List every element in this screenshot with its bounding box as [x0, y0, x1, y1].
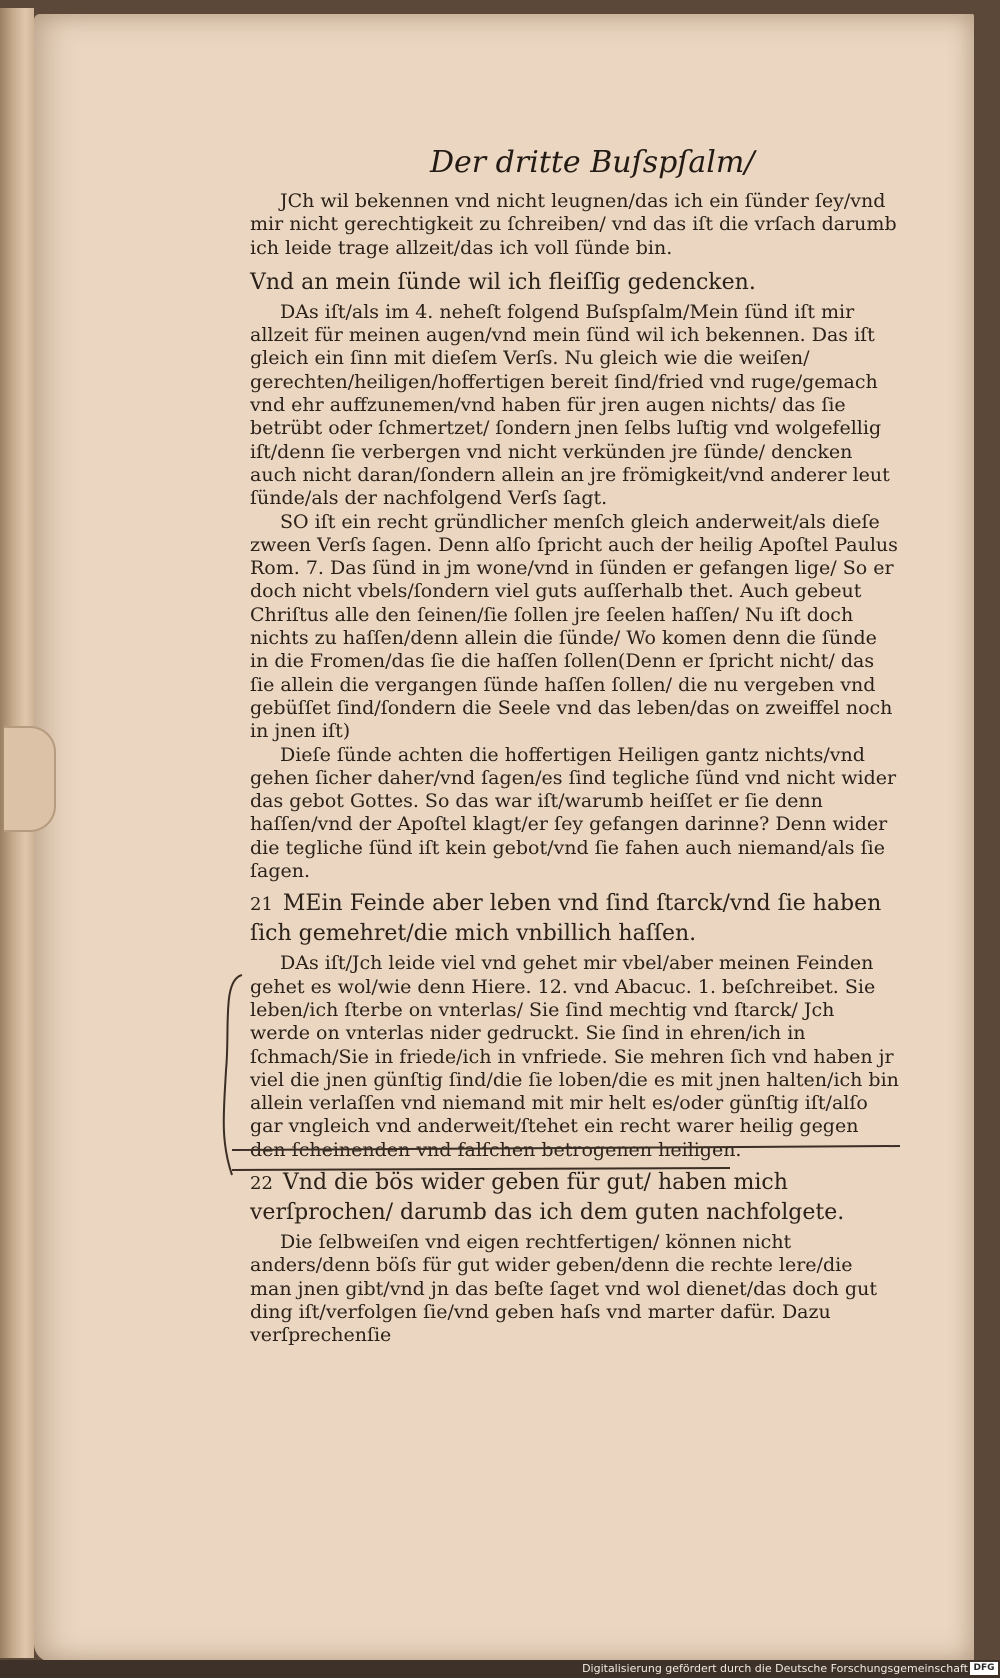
dfg-logo: DFG	[970, 1662, 998, 1675]
verse-text: Vnd die bös wider geben für gut/ haben mich verſprochen/ darumb das ich dem guten nachfolgete.	[250, 1169, 845, 1225]
footer-bar	[0, 1660, 1000, 1678]
paragraph-7: DAs iſt/Jch leide viel vnd gehet mir vbel/aber meinen Feinden gehet es wol/wie denn Hiere. 12. vnd Abacuc. 1. beſchreibet. Sie leben/ich ſterbe on vnterlas/ Sie ſind mechtig vnd ſtarck/ Jch werde on vnterlas nider gedruckt. Sie ſind in ehren/ich in ſchmach/Sie in friede/ich in vnfriede. Sie mehren ſich vnd haben jr viel die jnen günſtig ſind/die ſie loben/die es mit jnen halten/ich bin allein verlaſſen vnd niemand mit mir helt es/oder günſtig iſt/alſo gar vngleich vnd anderweit/ſtehet ein recht warer heilig gegen den ſcheinenden vnd falſchen betrogenen heiligen.	[250, 952, 899, 1161]
footer-text: Digitalisierung gefördert durch die Deutsche Forschungsgemeinschaft	[582, 1662, 968, 1675]
page-clip	[4, 726, 56, 832]
paragraph-3: DAs iſt/als im 4. neheſt folgend Buſspſalm/Mein ſünd iſt mir allzeit für meinen augen/vnd mein ſünd wil ich bekennen. Das iſt gleich ein ſinn mit dieſem Verſs. Nu gleich wie die weiſen/ gerechten/heiligen/hoffertigen bereit ſind/fried vnd ruge/gemach vnd ehr auffzunemen/vnd haben für jren augen nichts/ das ſie betrübt oder ſchmertzet/ ſondern jnen ſelbs luſtig vnd wolgefellig iſt/denn ſie verbergen vnd nicht verkünden jre ſünde/ dencken auch nicht daran/ſondern allein an jre frömigkeit/vnd anderer leut ſünde/als der nachfolgend Verſs ſagt.	[250, 300, 890, 510]
paragraph-5: Dieſe ſünde achten die hoffertigen Heiligen gantz nichts/vnd gehen ſicher daher/vnd ſagen/es ſind tegliche ſünd vnd nicht wider das gebot Gottes. So das war iſt/warumb heiſſet er ſie denn haſſen/vnd der Apoſtel klagt/er ſey gefangen darinne? Denn wider die tegliche ſünd iſt kein gebot/vnd ſie fahen auch niemand/als ſie ſagen.	[250, 743, 897, 883]
verse-text: MEin Feinde aber leben vnd ſind ſtarck/vnd ſie haben ſich gemehret/die mich vnbillich haſſen.	[250, 891, 882, 947]
page-heading: Der dritte Buſspſalm/	[430, 145, 755, 180]
paragraph-9: Die ſelbweiſen vnd eigen rechtfertigen/ können nicht anders/denn böſs für gut wider geben/denn die rechte lere/die man jnen gibt/vnd jn das beſte ſaget vnd wol dienet/das doch gut ding iſt/verfolgen ſie/vnd geben haſs vnd marter dafür. Dazu verſprechenſie	[250, 1230, 877, 1347]
page-edge	[0, 8, 34, 1658]
paragraph-4: SO iſt ein recht gründlicher menſch gleich anderweit/als dieſe zween Verſs ſagen. Denn alſo ſpricht auch der heilig Apoſtel Paulus Rom. 7. Das ſünd in jm wone/vnd in ſünden er gefangen lige/ So er doch nicht vbels/ſondern viel guts auſſerhalb thet. Auch gebeut Chriſtus alle den ſeinen/ſie ſollen jre ſeelen haſſen/ Nu iſt doch nichts zu haſſen/denn allein die ſünde/ Wo komen denn die ſünde in die Fromen/das ſie die haſſen ſollen(Denn er ſpricht nicht/ das ſie allein die vergangen ſünde haſſen ſollen/ die nu vergeben vnd gebüſſet ſind/ſondern die Seele vnd das leben/das on zweiffel noch in jnen iſt)	[250, 510, 898, 743]
paragraph-1: JCh wil bekennen vnd nicht leugnen/das ich ein ſünder ſey/vnd mir nicht gerechtigkeit zu ſchreiben/ vnd das iſt die vrſach darumb ich leide trage allzeit/das ich voll ſünde bin.	[250, 190, 897, 259]
paragraph-2: Vnd an mein ſünde wil ich fleiſſig gedencken.	[250, 269, 756, 295]
underline-annotation	[230, 1140, 910, 1180]
verse-number: 21	[250, 894, 273, 916]
verse-21	[250, 889, 900, 948]
verse-number: 22	[250, 1172, 273, 1194]
